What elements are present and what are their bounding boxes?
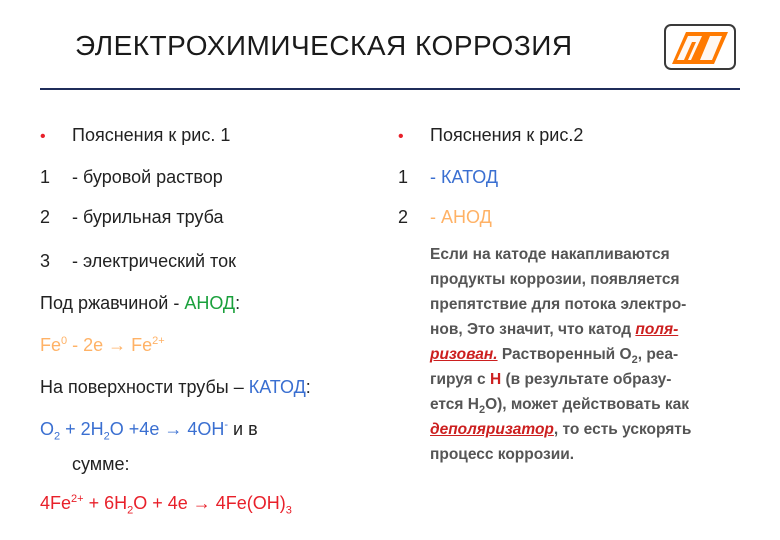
hydrogen-symbol: Н: [489, 371, 502, 388]
polarized-term-part1: поля-: [635, 321, 679, 338]
para-l8b: , то есть ускорять: [553, 421, 692, 438]
para-line-8: [430, 417, 750, 442]
left-item-2-text: - бурильная труба: [72, 207, 224, 227]
eq3-sub-c: 3: [285, 504, 292, 517]
para-l7a: ется Н: [430, 396, 479, 413]
eq2-sup-c: -: [224, 419, 229, 431]
eq2-part-c: O +4e → 4OH: [109, 419, 225, 439]
para-l6a: гируя с: [430, 371, 490, 388]
polarized-term-part2: ризован.: [430, 346, 498, 363]
right-item-2-num: 2: [398, 207, 409, 227]
surface-line: [40, 377, 311, 398]
surface-prefix: На поверхности трубы –: [40, 377, 249, 397]
left-header: Пояснения к рис. 1: [72, 125, 231, 145]
para-line-3: препятствие для потока электро-: [430, 296, 687, 313]
anode-label: АНОД: [184, 293, 236, 313]
para-l4a: нов, Это значит, что катод: [430, 321, 636, 338]
bullet-left: •: [40, 128, 46, 145]
eq2-part-b: + 2H: [60, 419, 104, 439]
eq2-part-a: O: [40, 419, 55, 439]
eq3-sub-b: 2: [127, 504, 134, 517]
para-l5c: , реа-: [637, 346, 679, 363]
eq3-part-a: 4Fe: [40, 493, 72, 513]
explanation-paragraph: [430, 242, 750, 467]
para-line-9: процесс коррозии.: [430, 446, 575, 463]
sum-label: сумме:: [72, 454, 130, 474]
eq1-part-b: - 2e → Fe: [67, 335, 153, 355]
cathode-label: КАТОД: [248, 377, 306, 397]
page-title: ЭЛЕКТРОХИМИЧЕСКАЯ КОРРОЗИЯ: [75, 30, 573, 61]
eq3-part-b: + 6H: [83, 493, 128, 513]
para-line-4: [430, 317, 750, 342]
equation-sum: [40, 493, 292, 517]
left-item-1-text: - буровой раствор: [72, 167, 223, 187]
right-header: Пояснения к рис.2: [430, 125, 584, 145]
equation-oxygen: [40, 419, 258, 443]
eq2-sub-a: 2: [54, 430, 61, 443]
para-l5b-sub: 2: [631, 354, 638, 367]
company-logo: [664, 24, 736, 70]
para-line-1: Если на катоде накапливаются: [430, 246, 670, 263]
left-item-1-num: 1: [40, 167, 51, 187]
para-line-6: [430, 367, 750, 392]
left-item-2-num: 2: [40, 207, 51, 227]
eq1-sup-b: 2+: [152, 335, 165, 347]
para-line-7: [430, 392, 750, 417]
para-l7b: О), может действовать как: [485, 396, 690, 413]
para-l5b: Растворенный О: [497, 346, 632, 363]
eq3-part-c: O + 4e → 4Fe(OH): [133, 493, 286, 513]
para-line-5: [430, 342, 750, 367]
eq2-part-d: и в: [228, 419, 258, 439]
eq1-part-a: Fe: [40, 335, 62, 355]
eq3-sup-a: 2+: [71, 493, 84, 505]
right-item-1-num: 1: [398, 167, 409, 187]
bullet-right: •: [398, 128, 404, 145]
right-item-1-text: - КАТОД: [430, 167, 499, 187]
eq2-sub-b: 2: [103, 430, 110, 443]
surface-suffix: :: [305, 377, 311, 397]
title-divider: [40, 88, 740, 90]
para-line-2: продукты коррозии, появляется: [430, 271, 680, 288]
para-l7a-sub: 2: [478, 404, 486, 417]
left-item-3-num: 3: [40, 251, 51, 271]
para-l6c: (в результате образу-: [501, 371, 672, 388]
under-rust-prefix: Под ржавчиной -: [40, 293, 185, 313]
depolarizer-term: деполяризатор: [430, 421, 554, 438]
under-rust-line: [40, 293, 240, 314]
equation-fe: [40, 335, 165, 356]
eq1-sup-a: 0: [61, 335, 68, 347]
under-rust-suffix: :: [235, 293, 241, 313]
left-item-3-text: - электрический ток: [72, 251, 236, 271]
right-item-2-text: - АНОД: [430, 207, 492, 227]
